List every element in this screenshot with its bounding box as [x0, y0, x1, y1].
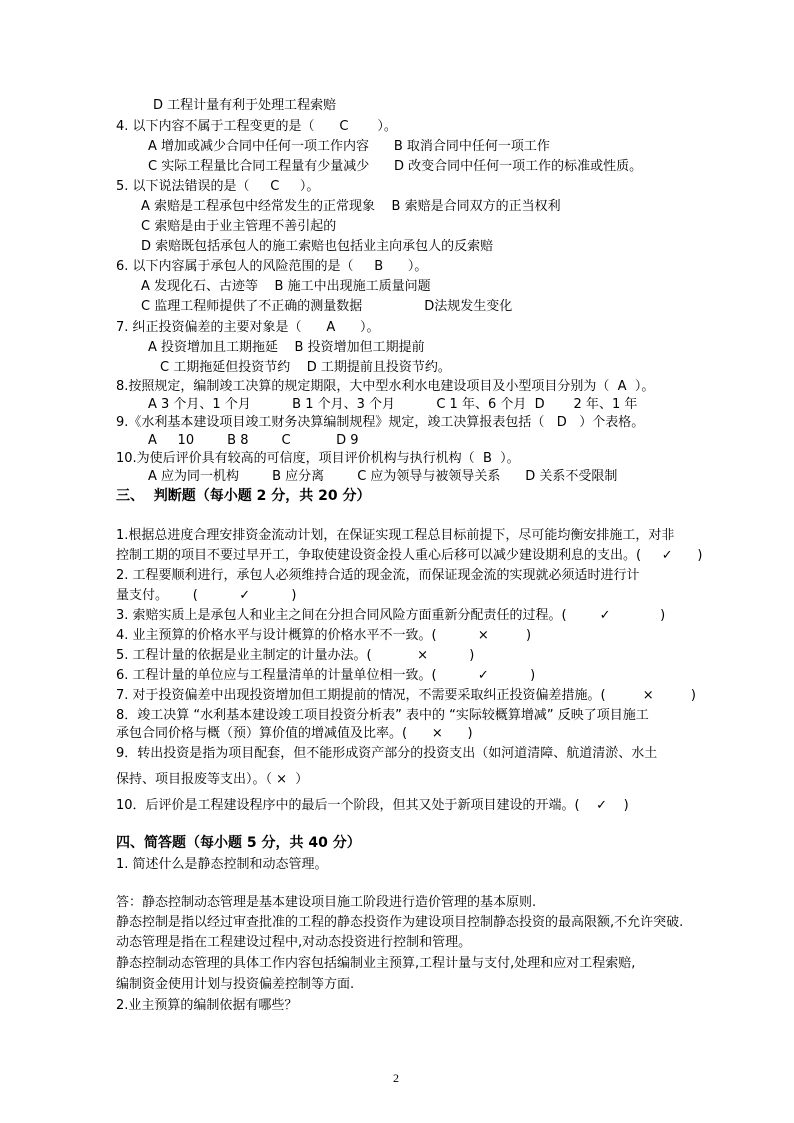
- question-8-options: A 3 个月、1 个月 B 1 个月、3 个月 C 1 年、6 个月 D 2 年、1 年: [148, 397, 638, 412]
- question-8-stem: 8.按照规定，编制竣工决算的规定期限，大中型水利水电建设项目及小型项目分别为（ A ）。: [116, 379, 655, 394]
- question-5-stem: 5. 以下说法错误的是（ C ）。: [116, 179, 320, 194]
- tf-item-3: 3. 索赔实质上是承包人和业主之间在分担合同风险方面重新分配责任的过程。( ✓ ): [116, 608, 666, 623]
- tf-item-1-line-2: 控制工期的项目不要过早开工，争取使建设资金投人重心后移可以减少建设期利息的支出。( ✓ ): [116, 548, 703, 563]
- question-4-options-ab: A 增加或减少合同中任何一项工作内容 B 取消合同中任何一项工作: [148, 139, 550, 154]
- question-5-option-c: C 索赔是由于业主管理不善引起的: [141, 219, 337, 234]
- question-9-options: A 10 B 8 C D 9: [148, 433, 359, 448]
- question-5-option-d: D 索赔既包括承包人的施工索赔也包括业主向承包人的反索赔: [141, 239, 494, 254]
- tf-item-8-line-1: 8．竣工决算 “水利基本建设竣工项目投资分析表” 表中的 “实际较概算增减” 反映了项目施工: [116, 708, 649, 723]
- section-3-heading: 三、 判断题（每小题 2 分，共 20 分）: [116, 488, 371, 504]
- answer-line-3: 动态管理是指在工程建设过程中,对动态投资进行控制和管理。: [116, 935, 472, 950]
- tf-item-5: 5. 工程计量的依据是业主制定的计量办法。( × ): [116, 648, 475, 663]
- tf-item-2-line-2: 量支付。 ( ✓ ): [116, 588, 297, 603]
- tf-item-10: 10．后评价是工程建设程序中的最后一个阶段，但其又处于新项目建设的开端。( ✓ ): [116, 798, 629, 813]
- tf-item-1-line-1: 1.根据总进度合理安排资金流动计划，在保证实现工程总目标前提下，尽可能均衡安排施工，对非: [116, 528, 675, 543]
- answer-line-1: 答：静态控制动态管理是基本建设项目施工阶段进行造价管理的基本原则.: [116, 895, 537, 910]
- tf-item-6: 6. 工程计量的单位应与工程量清单的计量单位相一致。( ✓ ): [116, 668, 536, 683]
- answer-line-5: 编制资金使用计划与投资偏差控制等方面.: [116, 977, 355, 992]
- question-6-stem: 6. 以下内容属于承包人的风险范围的是（ B ）。: [116, 259, 428, 274]
- q3-option-d: D 工程计量有利于处理工程索赔: [153, 98, 337, 113]
- question-5-options-ab: A 索赔是工程承包中经常发生的正常现象 B 索赔是合同双方的正当权利: [141, 199, 561, 214]
- question-7-options-cd: C 工期拖延但投资节约 D 工期提前且投资节约。: [160, 360, 451, 375]
- question-7-stem: 7. 纠正投资偏差的主要对象是（ A ）。: [116, 320, 380, 335]
- section-4-heading: 四、简答题（每小题 5 分，共 40 分）: [116, 835, 361, 851]
- tf-item-9-line-2: 保持、项目报废等支出）。（ × ）: [116, 772, 309, 787]
- tf-item-9-line-1: 9．转出投资是指为项目配套，但不能形成资产部分的投资支出（如河道清障、航道清淤、水土: [116, 746, 658, 761]
- tf-item-7: 7. 对于投资偏差中出现投资增加但工期提前的情况，不需要采取纠正投资偏差措施。( × ): [116, 688, 696, 703]
- question-10-stem: 10.为使后评价具有较高的可信度，项目评价机构与执行机构（ B ）。: [116, 451, 520, 466]
- tf-item-4: 4. 业主预算的价格水平与设计概算的价格水平不一致。( × ): [116, 628, 532, 643]
- answer-line-4: 静态控制动态管理的具体工作内容包括编制业主预算,工程计量与支付,处理和应对工程索赔,: [116, 956, 636, 971]
- tf-item-2-line-1: 2. 工程要顺利进行，承包人必须维持合适的现金流，而保证现金流的实现就必须适时进行计: [116, 568, 640, 583]
- question-6-options-ab: A 发现化石、古迹等 B 施工中出现施工质量问题: [141, 279, 431, 294]
- question-4-options-cd: C 实际工程量比合同工程量有少量减少 D 改变合同中任何一项工作的标准或性质。: [148, 159, 643, 174]
- answer-line-2: 静态控制是指以经过审查批准的工程的静态投资作为建设项目控制静态投资的最高限额,不允许突破.: [116, 915, 684, 930]
- question-9-stem: 9.《水利基本建设项目竣工财务决算编制规程》规定，竣工决算报表包括（ D ）个表格。: [116, 415, 645, 430]
- question-6-options-cd: C 监理工程师提供了不正确的测量数据 D法规发生变化: [141, 299, 513, 314]
- short-answer-question-2: 2.业主预算的编制依据有哪些？: [116, 998, 298, 1013]
- short-answer-question-1: 1. 简述什么是静态控制和动态管理。: [116, 857, 328, 872]
- page-number: 2: [393, 1071, 399, 1085]
- tf-item-8-line-2: 承包合同价格与概（预）算价值的增减值及比率。( × ): [116, 726, 473, 741]
- question-7-options-ab: A 投资增加且工期拖延 B 投资增加但工期提前: [148, 340, 425, 355]
- question-10-options: A 应为同一机构 B 应分离 C 应为领导与被领导关系 D 关系不受限制: [148, 469, 618, 484]
- question-4-stem: 4. 以下内容不属于工程变更的是（ C ）。: [116, 119, 397, 134]
